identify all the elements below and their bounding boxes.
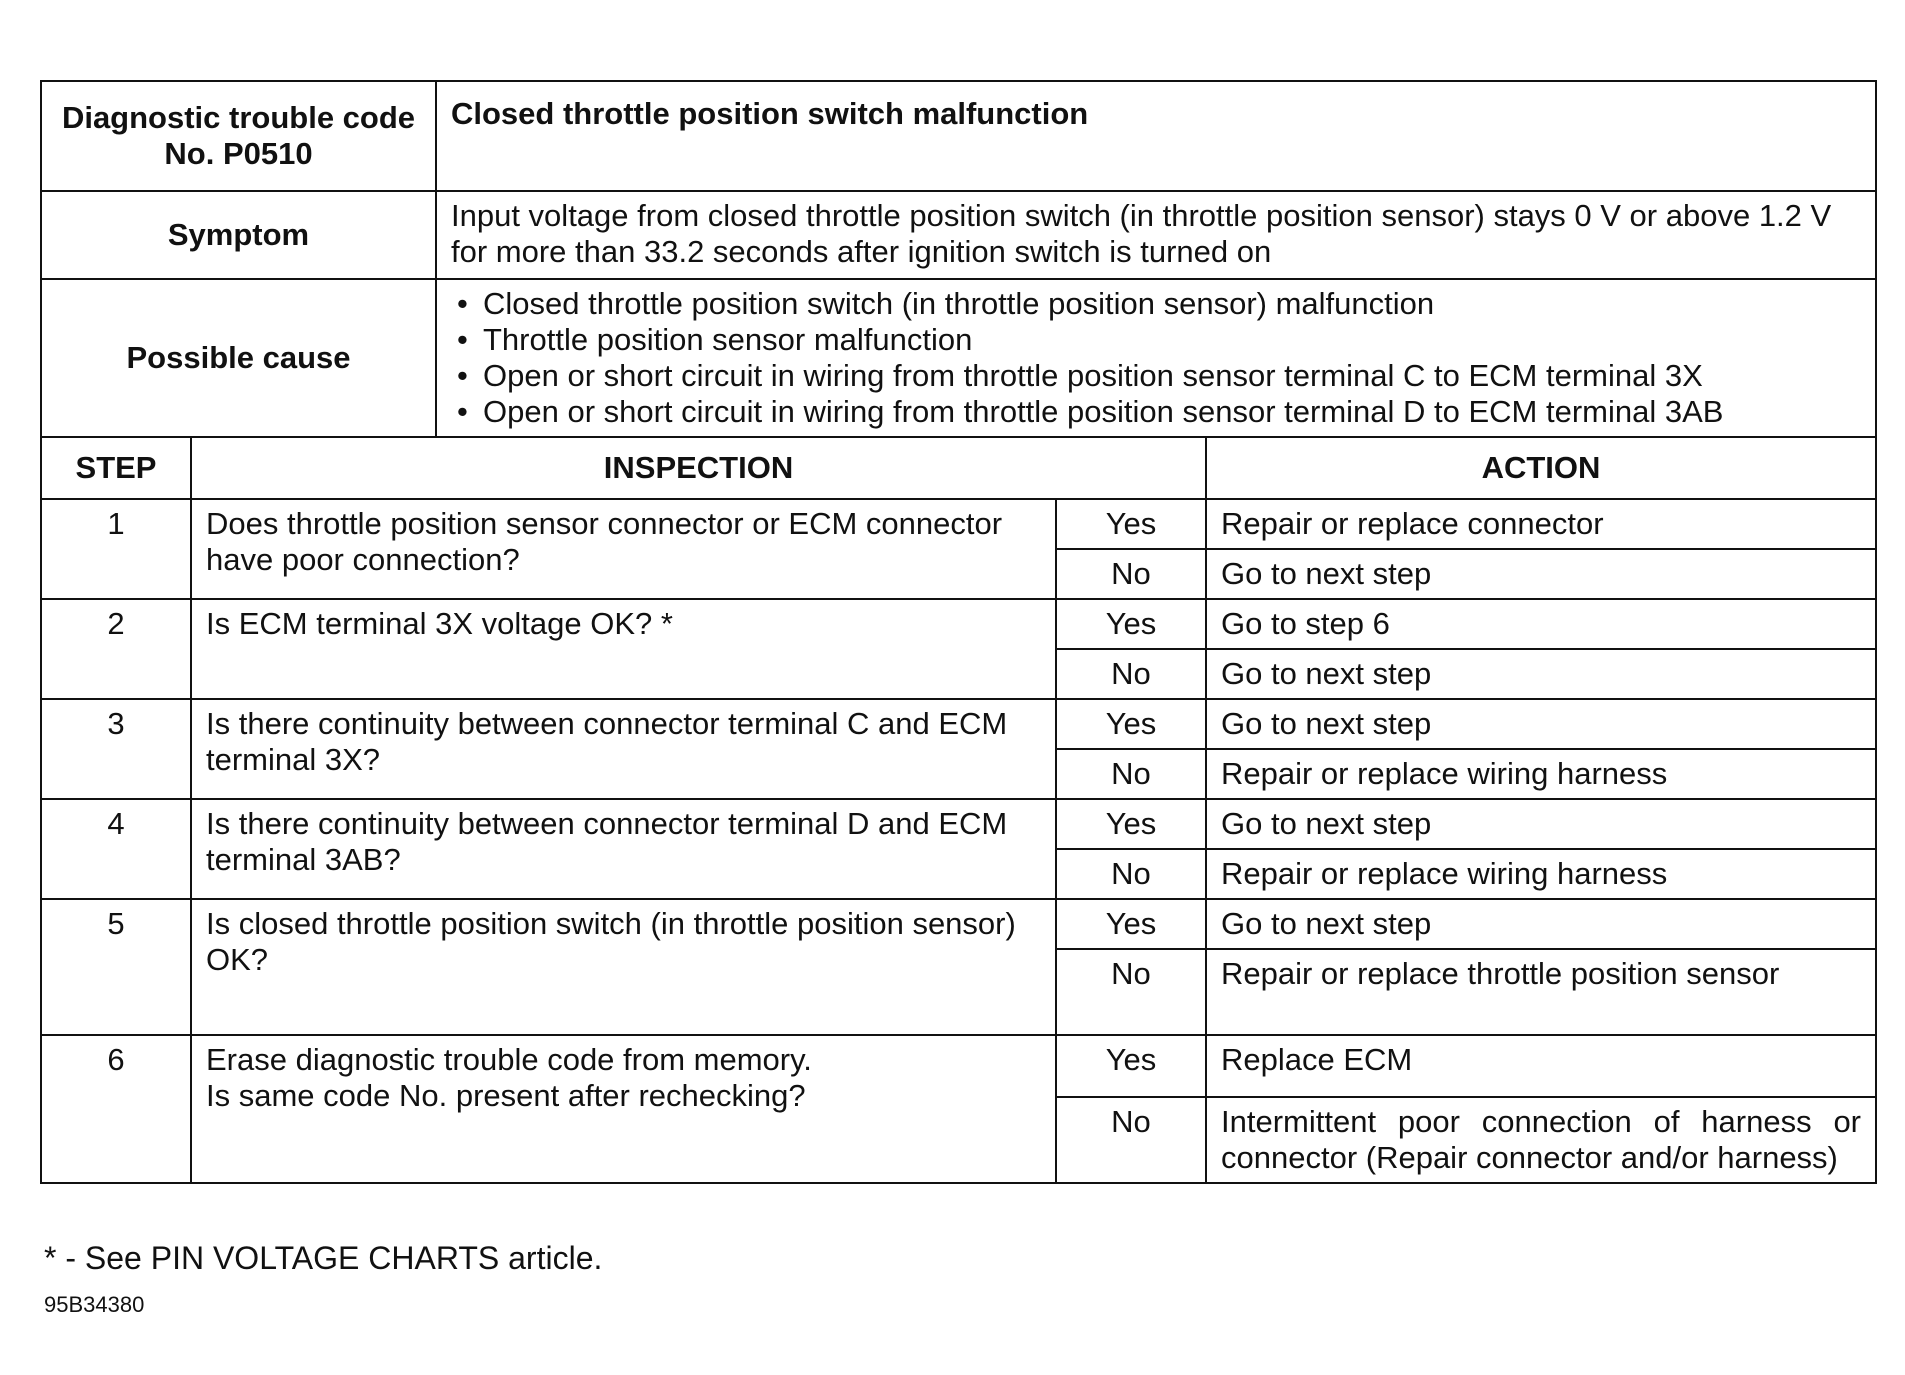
yes-action: Go to next step: [1206, 899, 1876, 949]
yes-action: Replace ECM: [1206, 1035, 1876, 1097]
cause-item: • Open or short circuit in wiring from throttle position sensor terminal D to ECM terminal 3AB: [451, 394, 1861, 430]
action-column-header: ACTION: [1206, 437, 1876, 499]
step-number: 6: [41, 1035, 191, 1183]
no-action: Repair or replace wiring harness: [1206, 849, 1876, 899]
footnote: * - See PIN VOLTAGE CHARTS article.: [44, 1240, 603, 1276]
no-label: No: [1056, 649, 1206, 699]
step-row-6-yes: [41, 1035, 1876, 1097]
step-inspection-followup: Is same code No. present after rechecking?: [206, 1078, 806, 1113]
diagnostic-table: [40, 80, 1877, 1184]
yes-label: Yes: [1056, 1035, 1206, 1097]
no-action: Repair or replace throttle position sensor: [1206, 949, 1876, 1035]
step-number: 2: [41, 599, 191, 699]
yes-label: Yes: [1056, 499, 1206, 549]
yes-action: Go to next step: [1206, 799, 1876, 849]
no-action: Go to next step: [1206, 649, 1876, 699]
step-row-2-yes: [41, 599, 1876, 649]
diagnostic-document: [40, 80, 1875, 1184]
step-inspection: Does throttle position sensor connector or ECM connector have poor connection?: [191, 499, 1056, 599]
possible-cause-row: [41, 279, 1876, 437]
step-inspection: Is closed throttle position switch (in throttle position sensor) OK?: [191, 899, 1056, 1035]
step-inspection: Is there continuity between connector terminal C and ECM terminal 3X?: [191, 699, 1056, 799]
cause-item: • Throttle position sensor malfunction: [451, 322, 1861, 358]
dtc-title: Closed throttle position switch malfunction: [436, 81, 1876, 191]
possible-cause-list: [451, 286, 1861, 430]
symptom-row: [41, 191, 1876, 279]
cause-item: • Closed throttle position switch (in throttle position sensor) malfunction: [451, 286, 1861, 322]
dtc-label: Diagnostic trouble code No. P0510: [41, 81, 436, 191]
yes-action: Go to next step: [1206, 699, 1876, 749]
step-row-1-yes: [41, 499, 1876, 549]
no-label: No: [1056, 749, 1206, 799]
inspection-column-header: INSPECTION: [191, 437, 1206, 499]
yes-action: Repair or replace connector: [1206, 499, 1876, 549]
step-number: 4: [41, 799, 191, 899]
step-inspection-cell: [191, 1035, 1056, 1183]
column-header-row: [41, 437, 1876, 499]
step-inspection: Is there continuity between connector terminal D and ECM terminal 3AB?: [191, 799, 1056, 899]
no-action: Go to next step: [1206, 549, 1876, 599]
step-number: 5: [41, 899, 191, 1035]
yes-action: Go to step 6: [1206, 599, 1876, 649]
no-label: No: [1056, 949, 1206, 1035]
cause-item: • Open or short circuit in wiring from throttle position sensor terminal C to ECM terminal 3X: [451, 358, 1861, 394]
step-column-header: STEP: [41, 437, 191, 499]
step-inspection: Is ECM terminal 3X voltage OK? *: [191, 599, 1056, 699]
step-number: 3: [41, 699, 191, 799]
no-action: Intermittent poor connection of harness or connector (Repair connector and/or harness): [1206, 1097, 1876, 1183]
step-inspection: Erase diagnostic trouble code from memory.: [206, 1042, 812, 1077]
step-row-5-yes: [41, 899, 1876, 949]
no-label: No: [1056, 1097, 1206, 1183]
possible-cause-list-cell: [436, 279, 1876, 437]
yes-label: Yes: [1056, 899, 1206, 949]
yes-label: Yes: [1056, 699, 1206, 749]
dtc-row: [41, 81, 1876, 191]
yes-label: Yes: [1056, 799, 1206, 849]
no-action: Repair or replace wiring harness: [1206, 749, 1876, 799]
no-label: No: [1056, 849, 1206, 899]
step-row-4-yes: [41, 799, 1876, 849]
symptom-label: Symptom: [41, 191, 436, 279]
figure-id: 95B34380: [44, 1292, 145, 1317]
step-row-3-yes: [41, 699, 1876, 749]
symptom-text: Input voltage from closed throttle position switch (in throttle position sensor) stays 0 V or above 1.2 V for more than 33.2 seconds after ignition switch is turned on: [436, 191, 1876, 279]
no-label: No: [1056, 549, 1206, 599]
yes-label: Yes: [1056, 599, 1206, 649]
step-number: 1: [41, 499, 191, 599]
possible-cause-label: Possible cause: [41, 279, 436, 437]
